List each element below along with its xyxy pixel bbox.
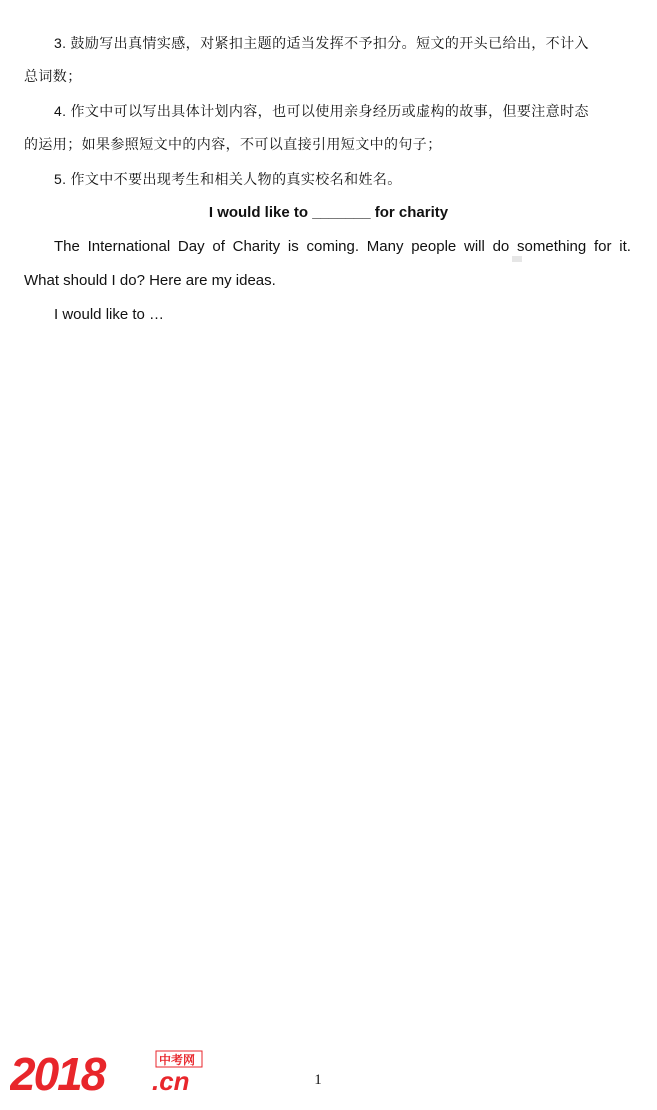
logo-year: 2018 xyxy=(10,1048,105,1096)
word: coming. xyxy=(306,238,360,255)
word: International xyxy=(87,238,171,255)
scan-artifact xyxy=(512,256,522,262)
instruction-4-number: 4. xyxy=(54,103,67,119)
essay-paragraph-1-line-1 xyxy=(54,238,631,256)
word: The xyxy=(54,238,80,255)
essay-paragraph-1-line-2: What should I do? Here are my ideas. xyxy=(24,272,276,289)
word: do xyxy=(492,238,510,255)
essay-title: I would like to _______ for charity xyxy=(208,204,449,221)
word: will xyxy=(464,238,485,255)
instruction-4-text: 作文中可以写出具体计划内容，也可以使用亲身经历或虚构的故事，但要注意时态 xyxy=(70,104,589,120)
word: people xyxy=(411,238,457,255)
word: for xyxy=(594,238,612,255)
instruction-5-line-1 xyxy=(54,170,402,189)
logo-tag: 中考网 xyxy=(159,1053,196,1067)
word: of xyxy=(212,238,225,255)
word: it. xyxy=(619,238,631,255)
word: Day xyxy=(177,238,205,255)
instruction-4-line-1 xyxy=(54,102,589,121)
instruction-3-number: 3. xyxy=(54,35,67,51)
logo-domain: .cn xyxy=(152,1066,190,1096)
instruction-3-line-1 xyxy=(54,34,589,53)
word: Charity xyxy=(232,238,281,255)
instruction-3-line-2: 总词数； xyxy=(24,69,82,85)
instruction-5-number: 5. xyxy=(54,171,67,187)
word: Many xyxy=(366,238,404,255)
instruction-4-line-2: 的运用；如果参照短文中的内容，不可以直接引用短文中的句子； xyxy=(24,137,442,153)
word: something xyxy=(517,238,587,255)
word: is xyxy=(287,238,299,255)
essay-paragraph-2: I would like to … xyxy=(54,306,165,323)
page-number: 1 xyxy=(314,1072,322,1088)
instruction-5-text: 作文中不要出现考生和相关人物的真实校名和姓名。 xyxy=(70,172,402,188)
instruction-3-text: 鼓励写出真情实感，对紧扣主题的适当发挥不予扣分。短文的开头已给出，不计入 xyxy=(70,36,589,52)
